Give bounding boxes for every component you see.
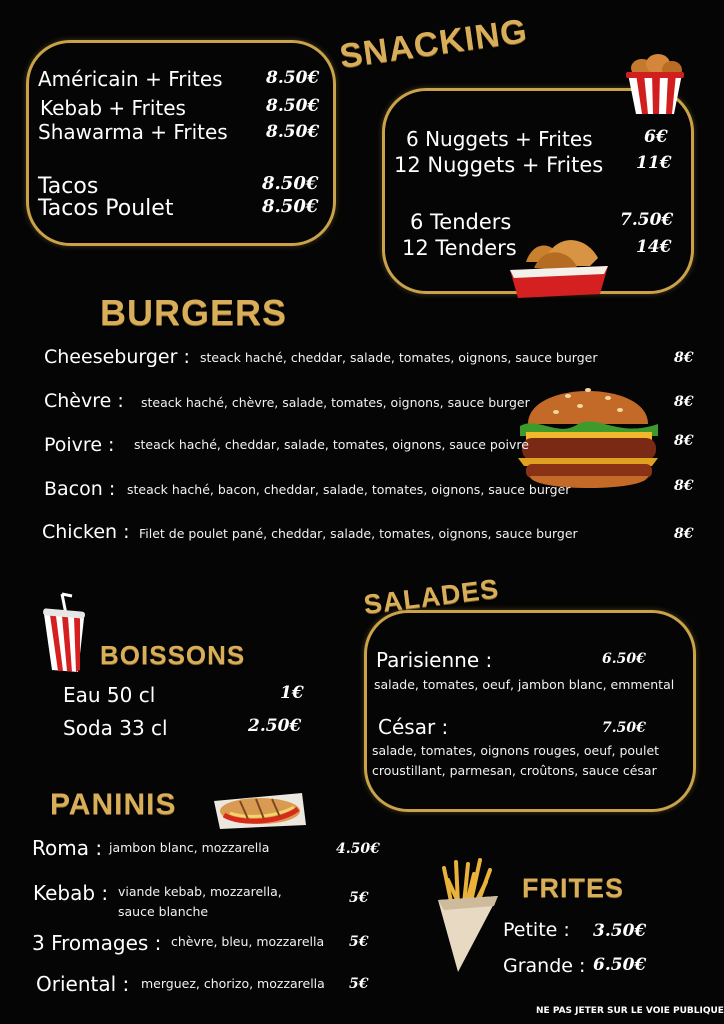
- soda-cup-icon: [40, 594, 88, 674]
- menu-item-name: 12 Nuggets + Frites: [394, 153, 604, 177]
- burger-description: steack haché, chèvre, salade, tomates, oignons, sauce burger: [141, 395, 530, 410]
- menu-item-price: 6€: [644, 127, 668, 147]
- panini-icon: [210, 785, 310, 835]
- burger-price: 8€: [674, 350, 694, 366]
- chicken-bucket-icon: [622, 48, 688, 118]
- panini-description: merguez, chorizo, mozzarella: [141, 976, 325, 991]
- salade-price: 7.50€: [602, 720, 646, 736]
- panini-description: chèvre, bleu, mozzarella: [171, 934, 325, 949]
- fries-cone-icon: [430, 856, 504, 976]
- menu-item-name: 12 Tenders: [402, 236, 517, 260]
- panini-price: 5€: [349, 976, 369, 992]
- panini-name: Oriental :: [36, 972, 130, 996]
- frites-price: 6.50€: [593, 955, 647, 975]
- paninis-title: PANINIS: [50, 788, 177, 821]
- menu-item-price: 14€: [636, 237, 672, 257]
- burger-name: Bacon :: [44, 478, 116, 500]
- salades-box: [364, 610, 696, 812]
- salades-title: SALADES: [362, 573, 501, 620]
- frites-size: Grande :: [503, 955, 586, 977]
- menu-item-price: 8.50€: [266, 96, 320, 116]
- menu-item-name: Tacos: [38, 174, 99, 199]
- boisson-name: Soda 33 cl: [63, 716, 168, 740]
- frites-price: 3.50€: [593, 921, 647, 941]
- burger-description: steack haché, cheddar, salade, tomates, oignons, sauce poivre: [134, 437, 529, 452]
- boisson-price: 2.50€: [248, 716, 302, 736]
- frites-title: FRITES: [522, 873, 625, 903]
- burger-name: Chicken :: [42, 521, 130, 543]
- burger-description: steack haché, bacon, cheddar, salade, tomates, oignons, sauce burger: [127, 482, 571, 497]
- salade-name: César :: [378, 715, 449, 739]
- menu-item-price: 11€: [636, 153, 672, 173]
- menu-item-price: 7.50€: [620, 210, 674, 230]
- burger-price: 8€: [674, 526, 694, 542]
- menu-item-price: 8.50€: [262, 196, 319, 217]
- panini-price: 4.50€: [336, 841, 380, 857]
- salade-description: salade, tomates, oeuf, jambon blanc, emmental: [374, 677, 675, 692]
- panini-description: jambon blanc, mozzarella: [109, 840, 270, 855]
- menu-item-price: 8.50€: [266, 122, 320, 142]
- boisson-price: 1€: [280, 683, 304, 703]
- burger-price: 8€: [674, 394, 694, 410]
- burger-name: Poivre :: [44, 434, 115, 456]
- snacking-title: SNACKING: [337, 11, 531, 76]
- burger-price: 8€: [674, 478, 694, 494]
- salade-description: salade, tomates, oignons rouges, oeuf, poulet: [372, 743, 660, 758]
- panini-name: 3 Fromages :: [32, 931, 162, 955]
- burger-price: 8€: [674, 433, 694, 449]
- salade-price: 6.50€: [602, 651, 646, 667]
- menu-item-name: 6 Tenders: [410, 210, 512, 234]
- menu-item-price: 8.50€: [262, 173, 319, 194]
- salade-name: Parisienne :: [376, 648, 493, 672]
- frites-size: Petite :: [503, 919, 570, 941]
- boissons-title: BOISSONS: [100, 640, 246, 670]
- panini-price: 5€: [349, 890, 369, 906]
- burger-name: Chèvre :: [44, 390, 124, 412]
- footer-notice: NE PAS JETER SUR LE VOIE PUBLIQUE: [536, 1006, 724, 1016]
- menu-item-name: Kebab + Frites: [40, 96, 186, 120]
- menu-item-name: Tacos Poulet: [38, 196, 174, 221]
- burger-description: steack haché, cheddar, salade, tomates, oignons, sauce burger: [200, 350, 598, 365]
- burgers-title: BURGERS: [100, 292, 288, 333]
- chicken-tenders-icon: [504, 232, 610, 304]
- panini-name: Kebab :: [33, 881, 109, 905]
- boisson-name: Eau 50 cl: [63, 683, 156, 707]
- panini-name: Roma :: [32, 836, 103, 860]
- menu-item-price: 8.50€: [266, 68, 320, 88]
- menu-item-name: 6 Nuggets + Frites: [406, 127, 593, 151]
- panini-description: sauce blanche: [118, 904, 209, 919]
- burger-name: Cheeseburger :: [44, 346, 190, 368]
- burger-description: Filet de poulet pané, cheddar, salade, tomates, oignons, sauce burger: [139, 526, 578, 541]
- salade-description: croustillant, parmesan, croûtons, sauce césar: [372, 763, 657, 778]
- menu-item-name: Américain + Frites: [38, 67, 223, 91]
- panini-description: viande kebab, mozzarella,: [118, 884, 282, 899]
- menu-item-name: Shawarma + Frites: [38, 120, 228, 144]
- panini-price: 5€: [349, 934, 369, 950]
